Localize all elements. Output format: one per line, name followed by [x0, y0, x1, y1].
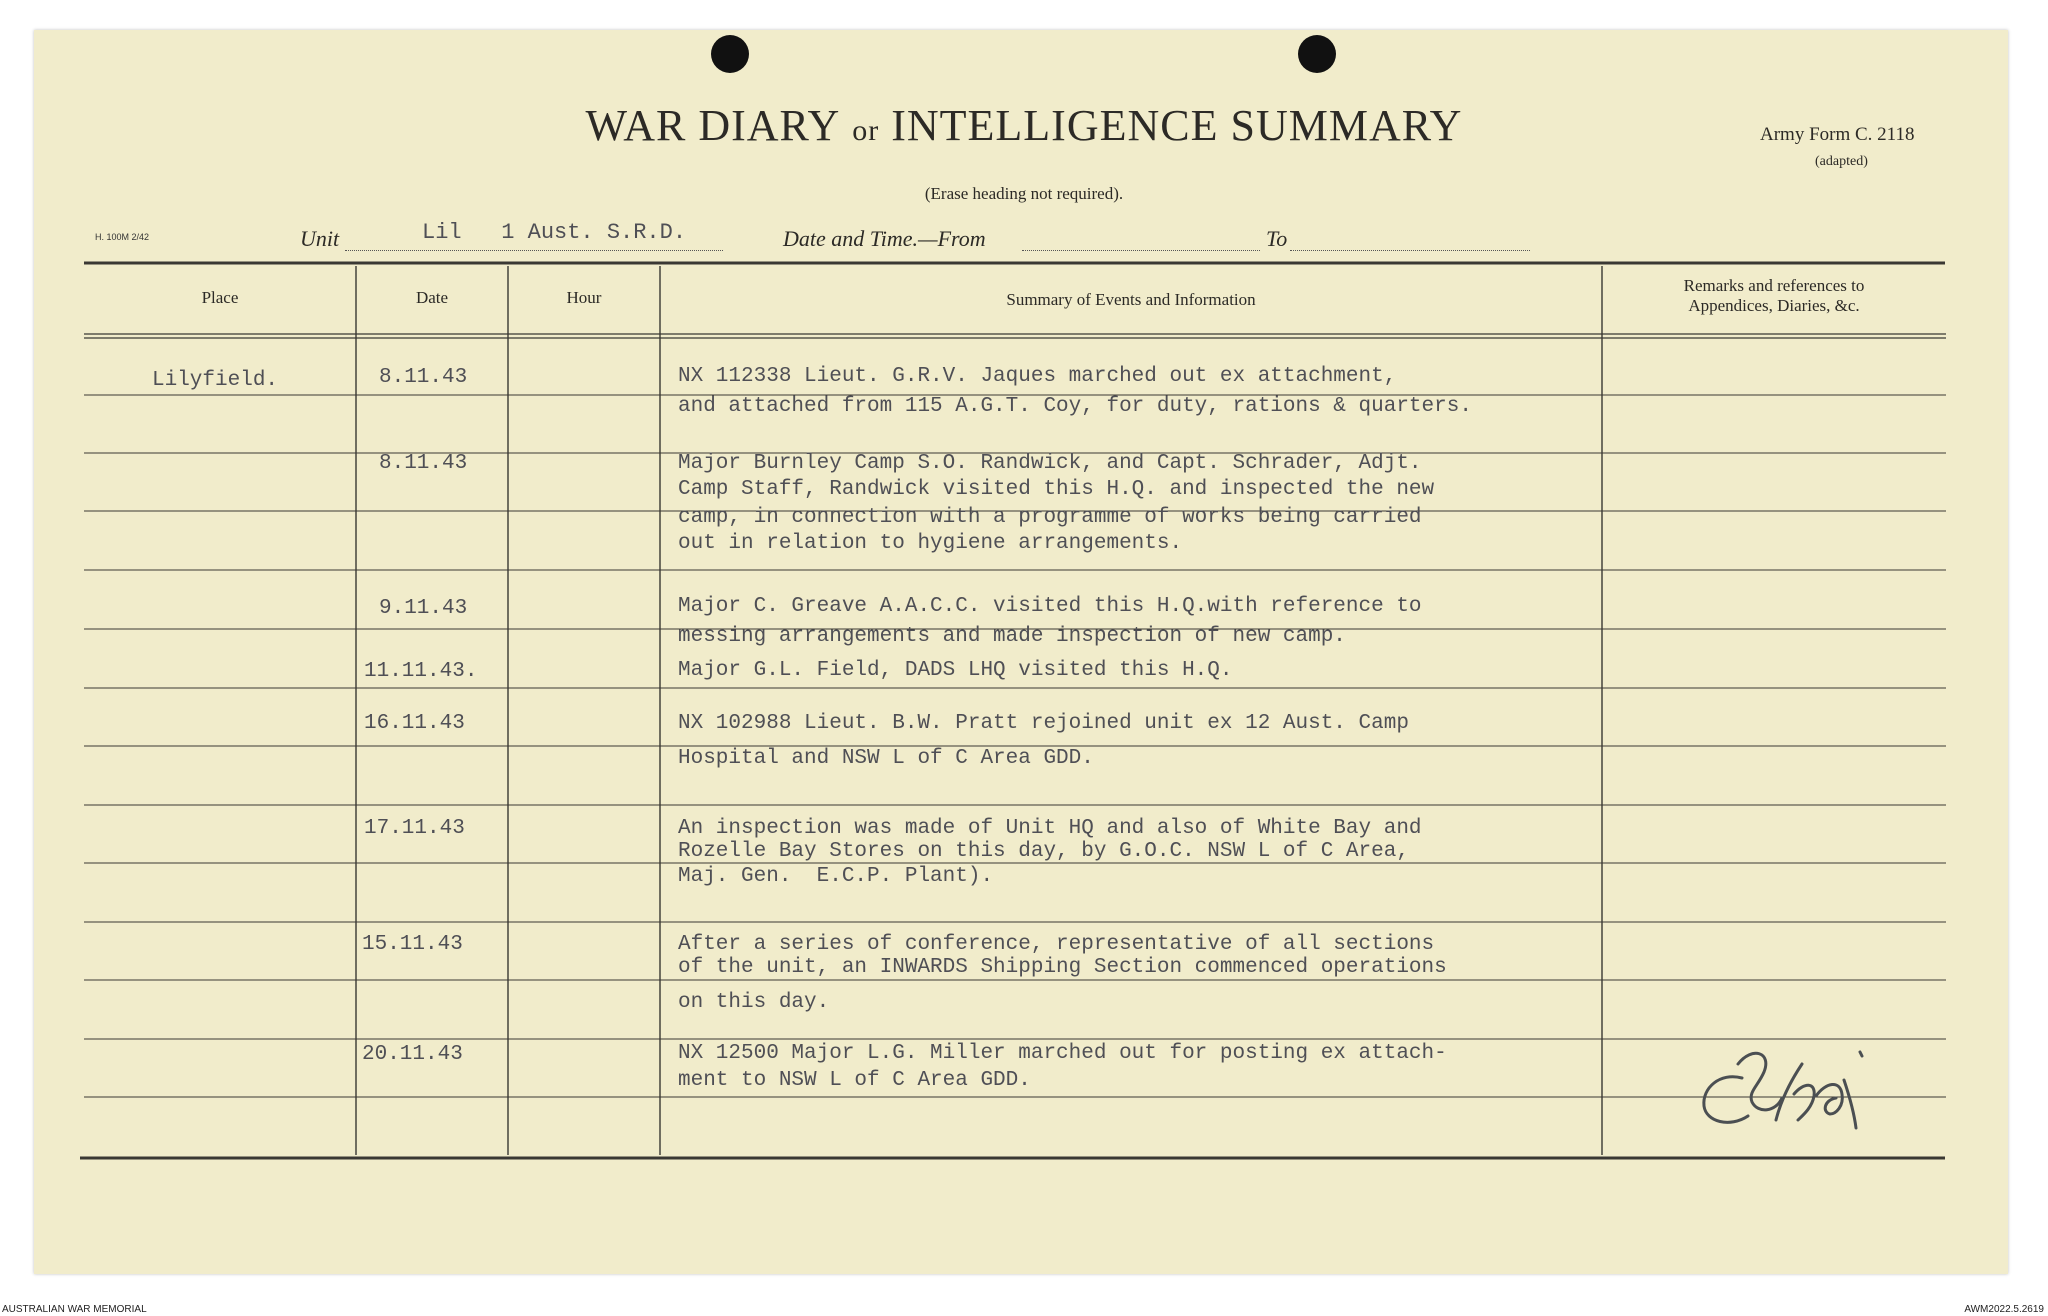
summary-line: Camp Staff, Randwick visited this H.Q. and inspected the new: [678, 478, 1435, 501]
unit-label: Unit: [300, 226, 340, 251]
summary-line: of the unit, an INWARDS Shipping Section commenced operations: [678, 956, 1447, 979]
adapted-note: (adapted): [1815, 154, 1868, 169]
summary-line: messing arrangements and made inspection of new camp.: [678, 625, 1346, 648]
summary-line: An inspection was made of Unit HQ and also of White Bay and: [678, 817, 1422, 840]
column-header-place: Place: [201, 288, 239, 307]
summary-line: Maj. Gen. E.C.P. Plant).: [678, 865, 994, 888]
summary-line: Hospital and NSW L of C Area GDD.: [678, 747, 1094, 770]
date-cell: 20.11.43: [362, 1043, 463, 1066]
summary-line: on this day.: [678, 991, 830, 1014]
column-header-hour: Hour: [566, 288, 602, 307]
column-header-summary: Summary of Events and Information: [1006, 290, 1256, 309]
summary-line: Major Burnley Camp S.O. Randwick, and Capt. Schrader, Adjt.: [678, 452, 1422, 475]
date-time-label: Date and Time.—From: [783, 226, 986, 251]
summary-line: Major C. Greave A.A.C.C. visited this H.Q.with reference to: [678, 595, 1422, 618]
column-header-date: Date: [415, 288, 449, 307]
remarks-header-line1: Remarks and references to: [1683, 276, 1865, 295]
summary-line: Major G.L. Field, DADS LHQ visited this H.Q.: [678, 659, 1233, 682]
footer-source: AUSTRALIAN WAR MEMORIAL: [2, 1304, 147, 1315]
remarks-header-line2: Appendices, Diaries, &c.: [1688, 296, 1860, 315]
date-cell: 11.11.43.: [364, 660, 478, 683]
to-label: To: [1266, 226, 1288, 251]
column-header-remarks: [1602, 276, 1946, 316]
unit-value: Lil 1 Aust. S.R.D.: [422, 220, 687, 245]
summary-line: Rozelle Bay Stores on this day, by G.O.C. NSW L of C Area,: [678, 840, 1409, 863]
date-cell: 16.11.43: [364, 712, 465, 735]
summary-line: NX 12500 Major L.G. Miller marched out for posting ex attach-: [678, 1042, 1447, 1065]
date-cell: 8.11.43: [379, 366, 468, 389]
date-cell: 17.11.43: [364, 817, 465, 840]
footer-reference: AWM2022.5.2619: [1964, 1304, 2044, 1315]
summary-line: NX 112338 Lieut. G.R.V. Jaques marched out ex attachment,: [678, 365, 1397, 388]
summary-line: out in relation to hygiene arrangements.: [678, 532, 1183, 555]
date-cell: 8.11.43: [379, 452, 468, 475]
form-code: H. 100M 2/42: [95, 232, 150, 242]
title-right: INTELLIGENCE SUMMARY: [891, 101, 1463, 150]
title-or: or: [852, 114, 880, 147]
summary-line: After a series of conference, representative of all sections: [678, 933, 1435, 956]
summary-line: NX 102988 Lieut. B.W. Pratt rejoined unit ex 12 Aust. Camp: [678, 712, 1409, 735]
date-cell: 15.11.43: [362, 933, 463, 956]
summary-line: camp, in connection with a programme of works being carried: [678, 506, 1422, 529]
summary-line: and attached from 115 A.G.T. Coy, for duty, rations & quarters.: [678, 395, 1472, 418]
summary-line: ment to NSW L of C Area GDD.: [678, 1069, 1031, 1092]
army-form-number: Army Form C. 2118: [1760, 124, 1915, 145]
title-left: WAR DIARY: [585, 101, 841, 150]
signature-mark: [1690, 1036, 1880, 1136]
place-cell: Lilyfield.: [152, 369, 279, 392]
form-subtitle: (Erase heading not required).: [924, 184, 1124, 203]
date-cell: 9.11.43: [379, 597, 468, 620]
